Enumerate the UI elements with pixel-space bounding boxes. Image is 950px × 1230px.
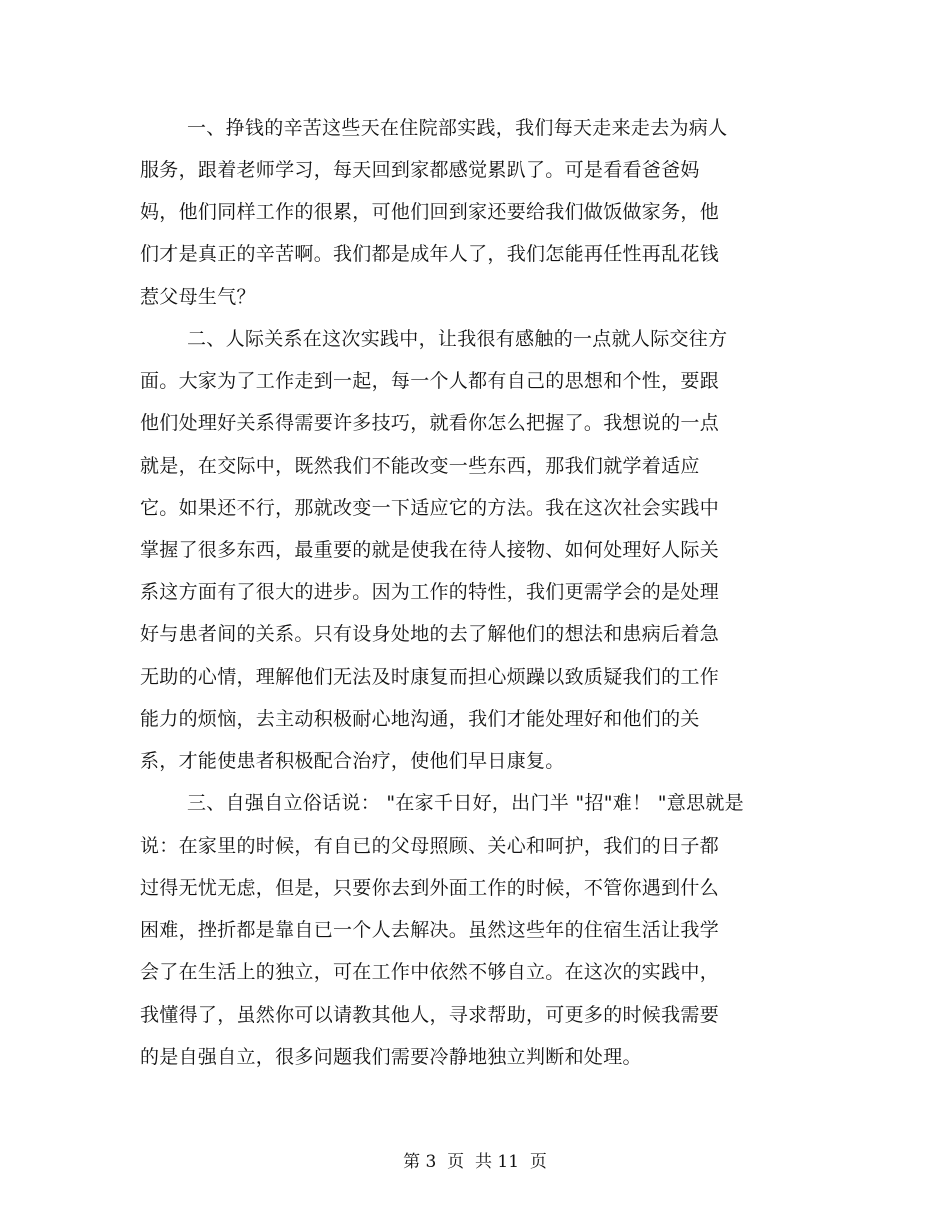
paragraph-2-line-9: 无助的心情，理解他们无法及时康复而担心烦躁以致质疑我们的工作	[140, 666, 720, 688]
paragraph-1-line-3: 妈，他们同样工作的很累，可他们回到家还要给我们做饭做家务，他	[140, 201, 720, 223]
paragraph-2-line-2: 面。大家为了工作走到一起，每一个人都有自己的思想和个性，要跟	[140, 370, 720, 392]
paragraph-1-line-1: 一、挣钱的辛苦这些天在住院部实践，我们每天走来走去为病人	[187, 117, 728, 139]
paragraph-3-line-4: 困难，挫折都是靠自已一个人去解决。虽然这些年的住宿生活让我学	[140, 919, 720, 941]
paragraph-3-line-5: 会了在生活上的独立，可在工作中依然不够自立。在这次的实践中，	[140, 961, 720, 983]
paragraph-2-line-11: 系，才能使患者积极配合治疗，使他们早日康复。	[140, 750, 565, 772]
paragraph-2-line-6: 掌握了很多东西，最重要的就是使我在待人接物、如何处理好人际关	[140, 539, 720, 561]
paragraph-2-line-4: 就是，在交际中，既然我们不能改变一些东西，那我们就学着适应	[140, 455, 700, 477]
paragraph-3-line-3: 过得无忧无虑，但是，只要你去到外面工作的时候，不管你遇到什么	[140, 877, 720, 899]
paragraph-2-line-7: 系这方面有了很大的进步。因为工作的特性，我们更需学会的是处理	[140, 581, 720, 603]
paragraph-2-line-8: 好与患者间的关系。只有设身处地的去了解他们的想法和患病后着急	[140, 623, 720, 645]
paragraph-2-line-3: 他们处理好关系得需要许多技巧，就看你怎么把握了。我想说的一点	[140, 412, 720, 434]
paragraph-1-line-2: 服务，跟着老师学习，每天回到家都感觉累趴了。可是看看爸爸妈	[140, 159, 700, 181]
paragraph-2-line-10: 能力的烦恼，去主动积极耐心地沟通，我们才能处理好和他们的关	[140, 708, 700, 730]
page-number-footer: 第 3 页 共 11 页	[403, 1152, 547, 1172]
paragraph-3-line-7: 的是自强自立，很多问题我们需要冷静地独立判断和处理。	[140, 1046, 642, 1068]
paragraph-3-line-1: 三、自强自立俗话说： "在家千日好，出门半 "招"难！ "意思就是	[187, 792, 744, 814]
paragraph-2-line-1: 二、人际关系在这次实践中，让我很有感触的一点就人际交往方	[187, 328, 728, 350]
paragraph-3-line-6: 我懂得了，虽然你可以请教其他人，寻求帮助，可更多的时候我需要	[140, 1004, 720, 1026]
paragraph-1-line-4: 们才是真正的辛苦啊。我们都是成年人了，我们怎能再任性再乱花钱	[140, 243, 720, 265]
paragraph-3-line-2: 说：在家里的时候，有自已的父母照顾、关心和呵护，我们的日子都	[140, 835, 720, 857]
paragraph-1-line-5: 惹父母生气？	[140, 286, 256, 308]
paragraph-2-line-5: 它。如果还不行，那就改变一下适应它的方法。我在这次社会实践中	[140, 497, 720, 519]
